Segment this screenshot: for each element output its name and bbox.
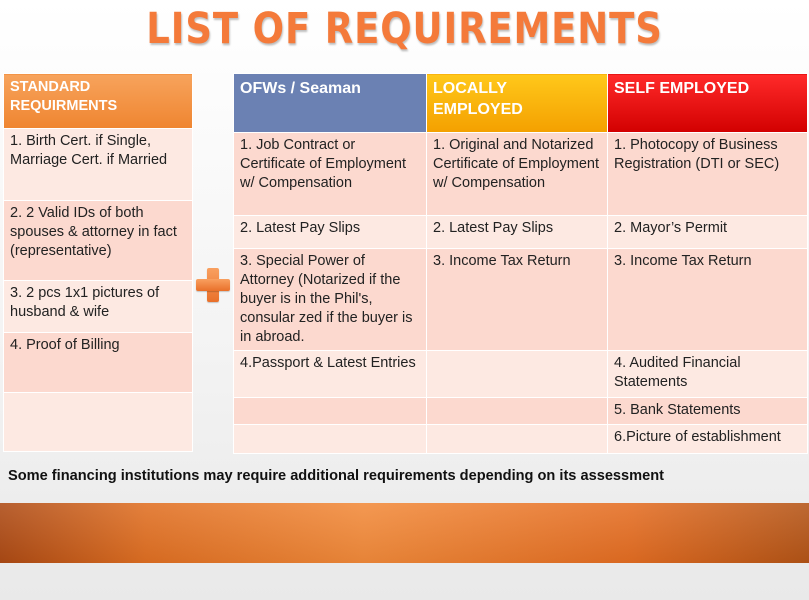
table-row — [234, 425, 808, 454]
table-cell: 2. Latest Pay Slips — [427, 216, 608, 249]
table-cell: 2. Latest Pay Slips — [234, 216, 427, 249]
table-row — [234, 249, 808, 351]
decorative-band — [0, 503, 809, 563]
employment-requirements-table — [233, 73, 808, 454]
column-header-self-employed: SELF EMPLOYED — [608, 74, 808, 133]
table-cell: 4.Passport & Latest Entries — [234, 351, 427, 398]
table-cell — [234, 398, 427, 425]
table-cell: 3. Income Tax Return — [608, 249, 808, 351]
column-header-ofw: OFWs / Seaman — [234, 74, 427, 133]
table-row — [234, 133, 808, 216]
table-cell — [427, 398, 608, 425]
table-cell: 5. Bank Statements — [608, 398, 808, 425]
table-row — [234, 351, 808, 398]
standard-item — [4, 393, 193, 452]
table-cell: 3. Special Power of Attorney (Notarized if the buyer is in the Phil's, consular zed if the buyer is in abroad. — [234, 249, 427, 351]
standard-item: 2. 2 Valid IDs of both spouses & attorney in fact (representative) — [4, 201, 193, 281]
standard-item: 4. Proof of Billing — [4, 333, 193, 393]
table-cell: 2. Mayor’s Permit — [608, 216, 808, 249]
table-cell: 3. Income Tax Return — [427, 249, 608, 351]
table-cell: 1. Photocopy of Business Registration (DTI or SEC) — [608, 133, 808, 216]
table-row — [234, 216, 808, 249]
page-title: LIST OF REQUIREMENTS — [146, 4, 663, 54]
footnote: Some financing institutions may require additional requirements depending on its assessment — [8, 468, 665, 484]
standard-requirements-table — [3, 73, 193, 452]
standard-header: STANDARD REQUIRMENTS — [4, 74, 193, 129]
table-cell: 1. Job Contract or Certificate of Employment w/ Compensation — [234, 133, 427, 216]
column-header-locally-employed: LOCALLY EMPLOYED — [427, 74, 608, 133]
table-cell — [427, 425, 608, 454]
plus-icon — [196, 268, 230, 302]
table-cell: 6.Picture of establishment — [608, 425, 808, 454]
standard-item: 1. Birth Cert. if Single, Marriage Cert. if Married — [4, 129, 193, 201]
standard-item: 3. 2 pcs 1x1 pictures of husband & wife — [4, 281, 193, 333]
table-cell: 1. Original and Notarized Certificate of Employment w/ Compensation — [427, 133, 608, 216]
table-cell: 4. Audited Financial Statements — [608, 351, 808, 398]
table-row — [234, 398, 808, 425]
table-cell — [427, 351, 608, 398]
table-cell — [234, 425, 427, 454]
